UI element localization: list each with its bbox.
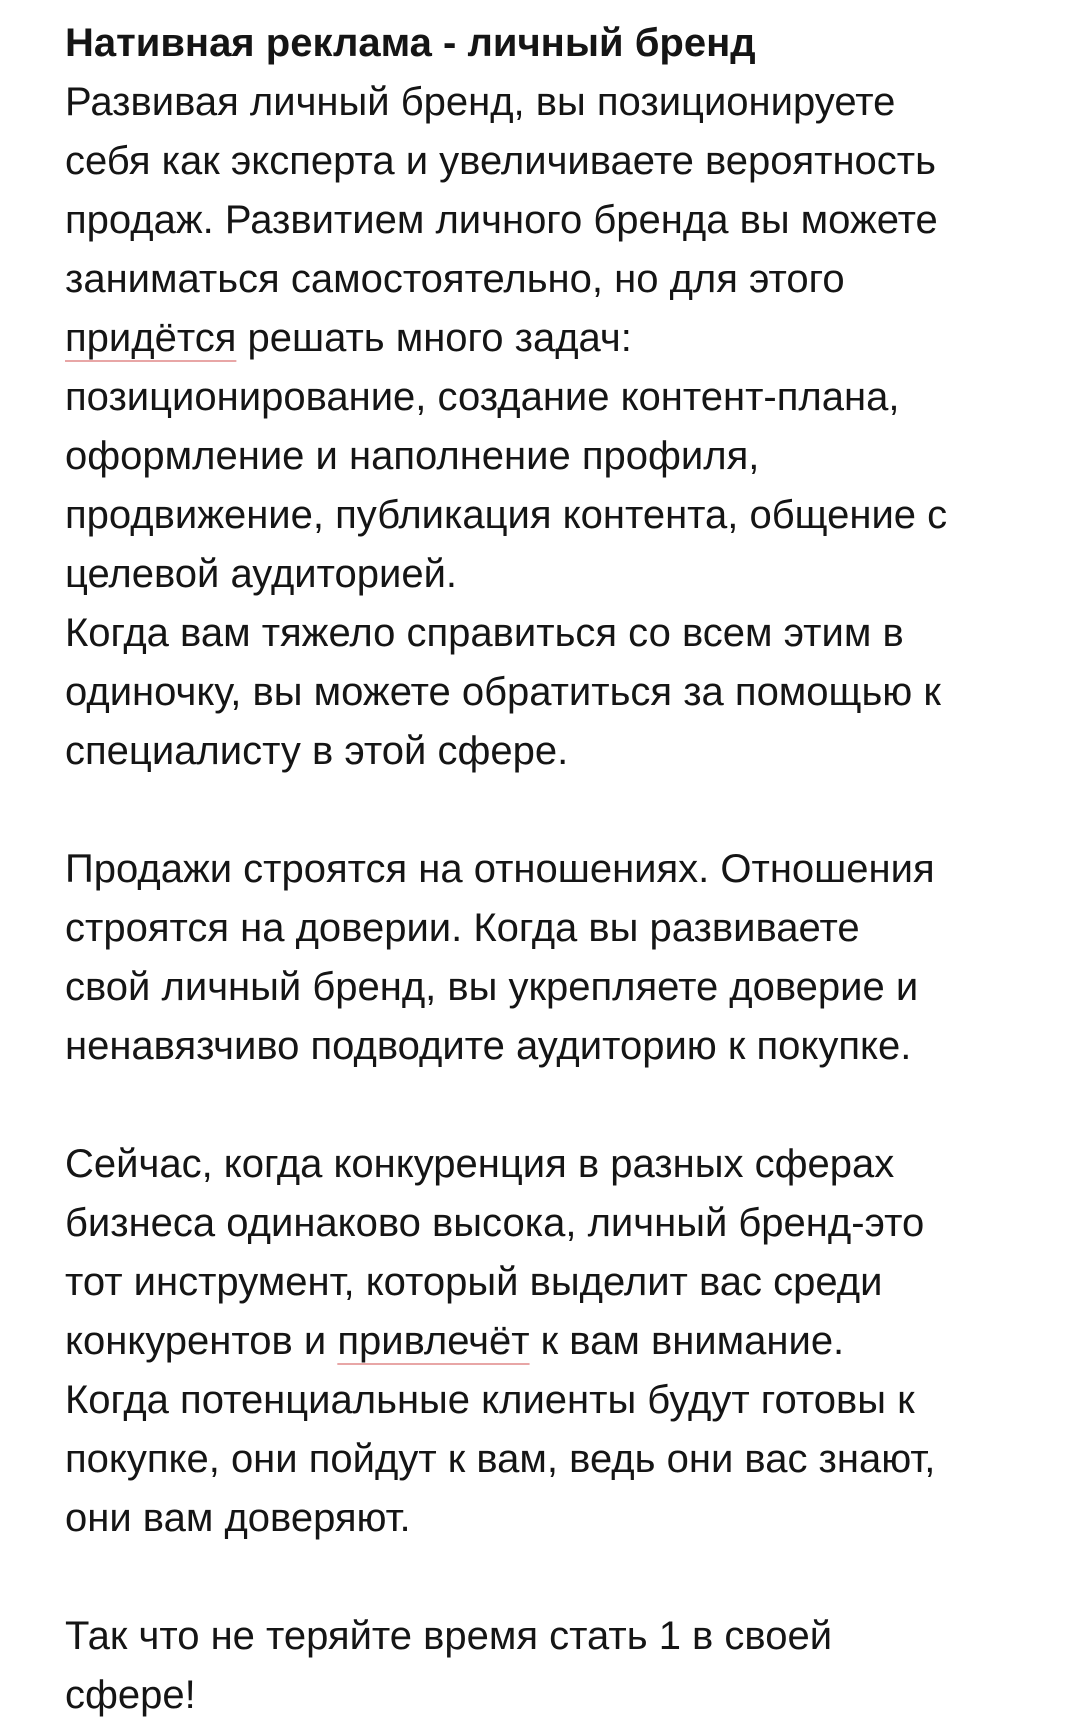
spellcheck-underlined-word[interactable]: придётся [65,316,237,360]
text-line: свой личный бренд, вы укрепляете доверие и [65,965,919,1009]
text-line: целевой аудиторией. [65,552,458,596]
text-line: Сейчас, когда конкуренция в разных сферах [65,1142,895,1186]
text-span: конкурентов и [65,1319,338,1363]
paragraph-sales-trust [65,840,1040,1076]
paragraph-spacer [65,1076,1040,1135]
text-line: заниматься самостоятельно, но для этого [65,257,845,301]
paragraph-competition [65,1135,1040,1548]
text-line: продвижение, публикация контента, общение с [65,493,948,537]
text-line: одиночку, вы можете обратиться за помощью к [65,670,941,714]
text-line: сфере! [65,1673,196,1717]
paragraph-spacer [65,781,1040,840]
text-line: Так что не теряйте время стать 1 в своей [65,1614,833,1658]
text-line: позиционирование, создание контент-плана, [65,375,900,419]
text-line: Развивая личный бренд, вы позиционируете [65,80,896,124]
text-line: строятся на доверии. Когда вы развиваете [65,906,860,950]
text-line: Когда вам тяжело справиться со всем этим в [65,611,904,655]
text-line: Когда потенциальные клиенты будут готовы к [65,1378,915,1422]
text-line: ненавязчиво подводите аудиторию к покупке. [65,1024,912,1068]
text-line: покупке, они пойдут к вам, ведь они вас знают, [65,1437,936,1481]
text-line: себя как эксперта и увеличиваете вероятность [65,139,936,183]
paragraph-spacer [65,1548,1040,1607]
text-line [65,1312,1040,1371]
text-line: бизнеса одинаково высока, личный бренд-это [65,1201,925,1245]
text-line: Продажи строятся на отношениях. Отношения [65,847,935,891]
paragraph-personal-brand [65,73,1040,781]
paragraph-call-to-action [65,1607,1040,1725]
text-line: оформление и наполнение профиля, [65,434,760,478]
text-line: специалисту в этой сфере. [65,729,569,773]
text-line: продаж. Развитием личного бренда вы можете [65,198,938,242]
text-span: решать много задач: [236,316,632,360]
spellcheck-underlined-word[interactable]: привлечёт [337,1319,530,1363]
text-line: они вам доверяют. [65,1496,411,1540]
text-line [65,309,1040,368]
text-line: тот инструмент, который выделит вас среди [65,1260,883,1304]
text-span: к вам внимание. [529,1319,845,1363]
document-title: Нативная реклама - личный бренд [65,21,756,65]
